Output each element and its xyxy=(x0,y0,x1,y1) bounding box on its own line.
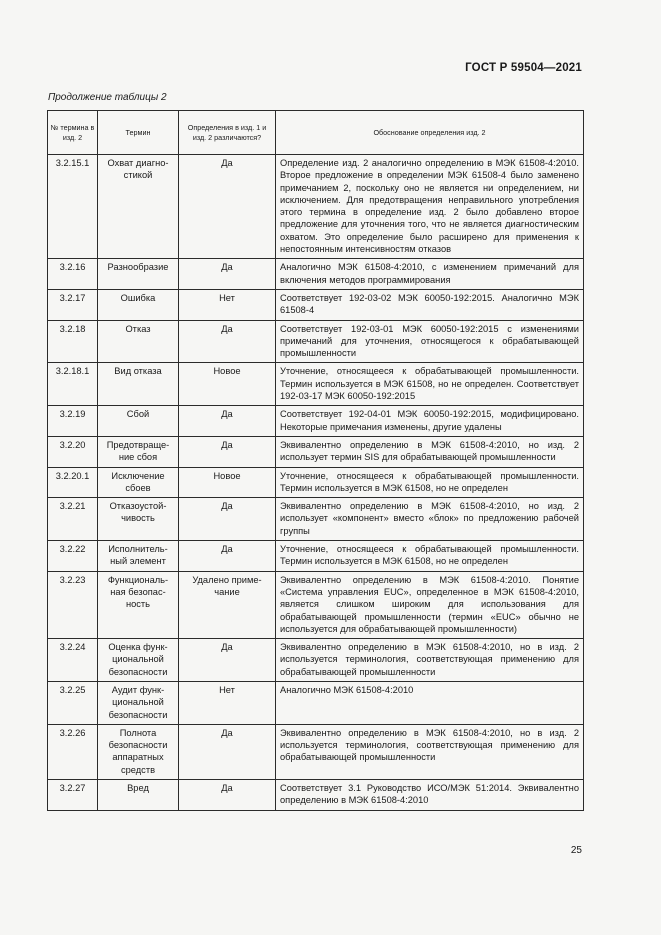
basis-cell: Соответствует 192-03-01 МЭК 60050-192:2015 с изменениями примечаний для уточнения, относящегося к обрабатывающей промышленности xyxy=(276,320,584,363)
term-number-cell: 3.2.16 xyxy=(48,259,98,290)
term-number-cell: 3.2.19 xyxy=(48,406,98,437)
term-number-cell: 3.2.15.1 xyxy=(48,155,98,259)
differ-cell: Новое xyxy=(179,363,276,406)
basis-cell: Уточнение, относящееся к обрабатывающей промышленности. Термин используется в МЭК 61508, но не определен. Соответствует 192-03-17 МЭК 60050-192:2015 xyxy=(276,363,584,406)
term-cell: Вред xyxy=(98,780,179,811)
table-row xyxy=(48,320,584,363)
term-cell: Исключение сбоев xyxy=(98,467,179,498)
term-cell: Сбой xyxy=(98,406,179,437)
term-number-cell: 3.2.17 xyxy=(48,289,98,320)
term-number-cell: 3.2.26 xyxy=(48,724,98,779)
table-row xyxy=(48,406,584,437)
basis-cell: Эквивалентно определению в МЭК 61508-4:2010, но изд. 2 использует термин SIS для обрабатывающей промышленности xyxy=(276,436,584,467)
page-number: 25 xyxy=(570,845,582,856)
term-cell: Ошибка xyxy=(98,289,179,320)
basis-cell: Соответствует 192-03-02 МЭК 60050-192:2015. Аналогично МЭК 61508-4 xyxy=(276,289,584,320)
differ-cell: Да xyxy=(179,724,276,779)
header-differ: Определения в изд. 1 и изд. 2 различаются? xyxy=(179,111,276,155)
term-cell: Вид отказа xyxy=(98,363,179,406)
basis-cell: Эквивалентно определению в МЭК 61508-4:2010, но в изд. 2 используется терминология, соответствующая применению для обрабатывающей промышленности xyxy=(276,724,584,779)
table-row xyxy=(48,571,584,638)
differ-cell: Да xyxy=(179,155,276,259)
header-term-number: № термина в изд. 2 xyxy=(48,111,98,155)
table-row xyxy=(48,155,584,259)
term-cell: Охват диагностикой xyxy=(98,155,179,259)
table-row xyxy=(48,363,584,406)
table-row xyxy=(48,289,584,320)
term-cell: Отказ xyxy=(98,320,179,363)
term-cell: Полнота безопасности аппаратных средств xyxy=(98,724,179,779)
term-number-cell: 3.2.18.1 xyxy=(48,363,98,406)
basis-cell: Уточнение, относящееся к обрабатывающей промышленности. Термин используется в МЭК 61508, но не определен xyxy=(276,541,584,572)
term-number-cell: 3.2.24 xyxy=(48,639,98,682)
term-cell: Аудит функциональной безопасности xyxy=(98,681,179,724)
table-row xyxy=(48,541,584,572)
term-number-cell: 3.2.25 xyxy=(48,681,98,724)
basis-cell: Эквивалентно определению в МЭК 61508-4:2010. Понятие «Система управления EUC», определенное в МЭК 61508-4:2010, является слишком широким для использования для обрабатывающей промышленности (термин «EUC» обычно не используется для обрабатывающей промышленности) xyxy=(276,571,584,638)
table-header-row xyxy=(48,111,584,155)
term-cell: Исполнительный элемент xyxy=(98,541,179,572)
differ-cell: Да xyxy=(179,541,276,572)
basis-cell: Эквивалентно определению в МЭК 61508-4:2010, но изд. 2 использует «компонент» вместо «блок» по предложению рабочей группы xyxy=(276,498,584,541)
differ-cell: Нет xyxy=(179,289,276,320)
term-number-cell: 3.2.20 xyxy=(48,436,98,467)
basis-cell: Определение изд. 2 аналогично определению в МЭК 61508-4:2010. Второе предложение в определении МЭК 61508-4 было заменено примечанием 2, поскольку оно не является ни определением, ни исключением. Для предотвращения неправильного употребления этого термина в определение изд. 2 было добавлено второе предложение для уточнения того, что не является диагностическим охватом. Это определение было расширено для применения к непостоянным интенсивностям отказов xyxy=(276,155,584,259)
differ-cell: Да xyxy=(179,498,276,541)
basis-cell: Соответствует 192-04-01 МЭК 60050-192:2015, модифицировано. Некоторые примечания изменены, другие удалены xyxy=(276,406,584,437)
term-number-cell: 3.2.27 xyxy=(48,780,98,811)
term-number-cell: 3.2.23 xyxy=(48,571,98,638)
term-cell: Отказоустойчивость xyxy=(98,498,179,541)
table-row xyxy=(48,498,584,541)
differ-cell: Да xyxy=(179,259,276,290)
basis-cell: Уточнение, относящееся к обрабатывающей промышленности. Термин используется в МЭК 61508, но не определен xyxy=(276,467,584,498)
term-cell: Функциональная безопасность xyxy=(98,571,179,638)
differ-cell: Новое xyxy=(179,467,276,498)
basis-cell: Аналогично МЭК 61508-4:2010, с изменением примечаний для включения методов программирования xyxy=(276,259,584,290)
differ-cell: Да xyxy=(179,436,276,467)
basis-cell: Эквивалентно определению в МЭК 61508-4:2010, но в изд. 2 используется терминология, соответствующая применению для обрабатывающей промышленности xyxy=(276,639,584,682)
basis-cell: Аналогично МЭК 61508-4:2010 xyxy=(276,681,584,724)
document-code: ГОСТ Р 59504—2021 xyxy=(465,62,582,74)
term-cell: Предотвращение сбоя xyxy=(98,436,179,467)
term-number-cell: 3.2.18 xyxy=(48,320,98,363)
table-row xyxy=(48,467,584,498)
table-row xyxy=(48,724,584,779)
table-row xyxy=(48,259,584,290)
table-row xyxy=(48,639,584,682)
term-number-cell: 3.2.21 xyxy=(48,498,98,541)
table-row xyxy=(48,681,584,724)
term-number-cell: 3.2.22 xyxy=(48,541,98,572)
table-caption: Продолжение таблицы 2 xyxy=(48,92,167,103)
differ-cell: Нет xyxy=(179,681,276,724)
differ-cell: Да xyxy=(179,320,276,363)
term-cell: Оценка функциональной безопасности xyxy=(98,639,179,682)
differ-cell: Да xyxy=(179,780,276,811)
differ-cell: Удалено примечание xyxy=(179,571,276,638)
header-basis: Обоснование определения изд. 2 xyxy=(276,111,584,155)
term-cell: Разнообразие xyxy=(98,259,179,290)
differ-cell: Да xyxy=(179,639,276,682)
basis-cell: Соответствует 3.1 Руководство ИСО/МЭК 51:2014. Эквивалентно определению в МЭК 61508-4:2010 xyxy=(276,780,584,811)
differ-cell: Да xyxy=(179,406,276,437)
table-row xyxy=(48,780,584,811)
terms-table xyxy=(47,110,584,811)
term-number-cell: 3.2.20.1 xyxy=(48,467,98,498)
header-term: Термин xyxy=(98,111,179,155)
table-row xyxy=(48,436,584,467)
